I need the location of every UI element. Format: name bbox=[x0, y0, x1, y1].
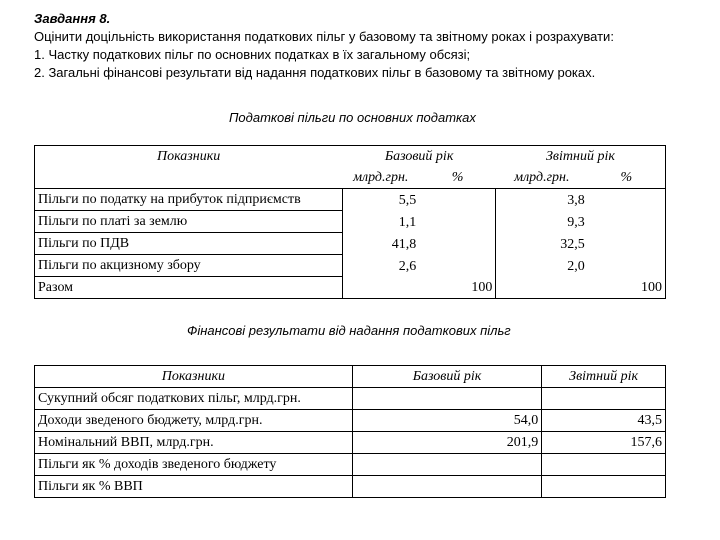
base-year-header: Базовий рік bbox=[342, 146, 496, 168]
base-value: 1,1 bbox=[398, 214, 417, 230]
report-year-header: Звітний рік bbox=[496, 146, 666, 168]
row-label: Пільги як % доходів зведеного бюджету bbox=[35, 454, 353, 476]
table1-caption: Податкові пільги по основних податках bbox=[229, 110, 476, 125]
report-year-header: Звітний рік bbox=[542, 366, 666, 388]
base-unit-bln: млрд.грн. bbox=[342, 167, 419, 189]
row-label: Пільги по податку на прибуток підприємств bbox=[35, 189, 343, 211]
report-value: 157,6 bbox=[542, 432, 666, 454]
total-label: Разом bbox=[35, 277, 343, 299]
table-row bbox=[35, 233, 666, 255]
report-value bbox=[542, 476, 666, 498]
row-label: Сукупний обсяг податкових пільг, млрд.грн. bbox=[35, 388, 353, 410]
table-row bbox=[35, 189, 666, 211]
base-value: 201,9 bbox=[352, 432, 541, 454]
financial-results-table bbox=[34, 365, 666, 498]
base-value bbox=[352, 388, 541, 410]
base-value: 2,6 bbox=[398, 258, 417, 274]
table-row bbox=[35, 410, 666, 432]
table1-header-row bbox=[35, 146, 666, 168]
table-row bbox=[35, 454, 666, 476]
table-row bbox=[35, 211, 666, 233]
row-label: Пільги як % ВВП bbox=[35, 476, 353, 498]
base-value bbox=[352, 476, 541, 498]
report-unit-pct: % bbox=[588, 167, 666, 189]
base-value: 5,5 bbox=[398, 192, 417, 208]
tax-benefits-table bbox=[34, 145, 666, 299]
base-value: 54,0 bbox=[352, 410, 541, 432]
report-unit-bln: млрд.грн. bbox=[496, 167, 588, 189]
report-value: 32,5 bbox=[560, 236, 585, 252]
task-line-3: 2. Загальні фінансові результати від надання податкових пільг в базовому та звітному роках. bbox=[34, 65, 596, 80]
report-value bbox=[542, 388, 666, 410]
report-value: 2,0 bbox=[567, 258, 585, 274]
task-line-2: 1. Частку податкових пільг по основних податках в їх загальному обсязі; bbox=[34, 47, 471, 62]
table1-unit-row bbox=[35, 167, 666, 189]
report-value: 43,5 bbox=[542, 410, 666, 432]
indicators-header: Показники bbox=[35, 146, 343, 168]
report-value: 3,8 bbox=[567, 192, 585, 208]
row-label: Пільги по платі за землю bbox=[35, 211, 343, 233]
row-label: Номінальний ВВП, млрд.грн. bbox=[35, 432, 353, 454]
base-year-header: Базовий рік bbox=[352, 366, 541, 388]
base-unit-pct: % bbox=[419, 167, 496, 189]
base-value: 41,8 bbox=[391, 236, 417, 252]
total-row bbox=[35, 277, 666, 299]
base-value bbox=[352, 454, 541, 476]
table2-header-row bbox=[35, 366, 666, 388]
task-text bbox=[34, 10, 704, 82]
row-label: Доходи зведеного бюджету, млрд.грн. bbox=[35, 410, 353, 432]
table2-caption: Фінансові результати від надання податкових пільг bbox=[187, 323, 511, 338]
report-value: 9,3 bbox=[567, 214, 585, 230]
row-label: Пільги по акцизному збору bbox=[35, 255, 343, 277]
table-row bbox=[35, 255, 666, 277]
table-row bbox=[35, 432, 666, 454]
report-value bbox=[542, 454, 666, 476]
report-total-pct: 100 bbox=[588, 277, 666, 299]
indicators-header: Показники bbox=[35, 366, 353, 388]
task-line-1: Оцінити доцільність використання податкових пільг у базовому та звітному роках і розрахувати: bbox=[34, 29, 614, 44]
table-row bbox=[35, 476, 666, 498]
row-label: Пільги по ПДВ bbox=[35, 233, 343, 255]
base-total-pct: 100 bbox=[419, 277, 496, 299]
table-row bbox=[35, 388, 666, 410]
task-title: Завдання 8. bbox=[34, 11, 111, 26]
